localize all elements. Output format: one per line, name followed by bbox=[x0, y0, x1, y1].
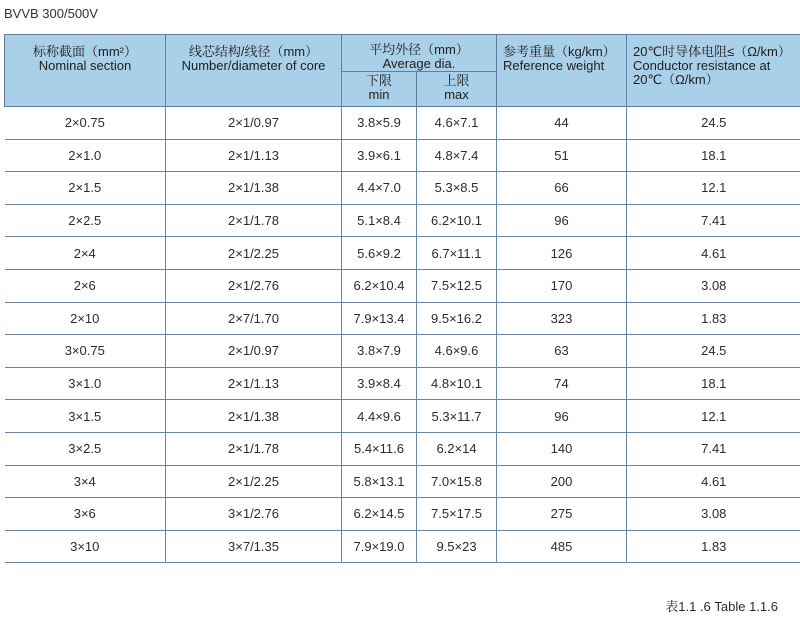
cell-core: 2×1/1.38 bbox=[166, 172, 342, 205]
table-row bbox=[5, 367, 800, 400]
cell-section: 2×6 bbox=[5, 269, 166, 302]
table-row bbox=[5, 302, 800, 335]
cell-core: 2×1/1.38 bbox=[166, 400, 342, 433]
table-row bbox=[5, 172, 800, 205]
table-row bbox=[5, 335, 800, 368]
cell-core: 2×1/1.78 bbox=[166, 204, 342, 237]
header-core-en: Number/diameter of core bbox=[181, 58, 326, 73]
cell-section: 2×4 bbox=[5, 237, 166, 270]
cell-section: 3×1.0 bbox=[5, 367, 166, 400]
header-core bbox=[166, 35, 342, 107]
cell-min: 3.9×6.1 bbox=[342, 139, 417, 172]
cell-min: 3.8×5.9 bbox=[342, 107, 417, 140]
cell-min: 4.4×9.6 bbox=[342, 400, 417, 433]
cell-max: 7.5×17.5 bbox=[417, 498, 497, 531]
cell-weight: 323 bbox=[497, 302, 627, 335]
cell-weight: 51 bbox=[497, 139, 627, 172]
header-resist-zh: 20℃时导体电阻≤（Ω/km） bbox=[633, 44, 791, 59]
table-row bbox=[5, 204, 800, 237]
cell-min: 5.1×8.4 bbox=[342, 204, 417, 237]
table-row bbox=[5, 432, 800, 465]
header-dia-en: Average dia. bbox=[382, 56, 456, 71]
cell-resist: 1.83 bbox=[627, 530, 800, 563]
cell-min: 6.2×10.4 bbox=[342, 269, 417, 302]
cell-min: 7.9×13.4 bbox=[342, 302, 417, 335]
cell-min: 5.6×9.2 bbox=[342, 237, 417, 270]
cell-weight: 140 bbox=[497, 432, 627, 465]
cell-resist: 3.08 bbox=[627, 269, 800, 302]
header-min-zh: 下限 bbox=[365, 73, 392, 88]
header-row-top bbox=[5, 35, 800, 72]
cell-weight: 485 bbox=[497, 530, 627, 563]
cell-max: 4.8×7.4 bbox=[417, 139, 497, 172]
header-resist-en2: 20℃（Ω/km） bbox=[633, 72, 719, 87]
cell-core: 3×1/2.76 bbox=[166, 498, 342, 531]
cell-core: 3×7/1.35 bbox=[166, 530, 342, 563]
cell-section: 3×0.75 bbox=[5, 335, 166, 368]
cell-section: 3×1.5 bbox=[5, 400, 166, 433]
cell-core: 2×1/2.76 bbox=[166, 269, 342, 302]
cell-resist: 18.1 bbox=[627, 367, 800, 400]
cell-resist: 7.41 bbox=[627, 204, 800, 237]
cell-section: 3×2.5 bbox=[5, 432, 166, 465]
cell-section: 3×10 bbox=[5, 530, 166, 563]
cell-resist: 7.41 bbox=[627, 432, 800, 465]
cell-weight: 66 bbox=[497, 172, 627, 205]
cell-section: 3×6 bbox=[5, 498, 166, 531]
cell-core: 2×1/1.78 bbox=[166, 432, 342, 465]
cell-resist: 12.1 bbox=[627, 172, 800, 205]
cell-resist: 24.5 bbox=[627, 107, 800, 140]
cell-max: 7.0×15.8 bbox=[417, 465, 497, 498]
cell-min: 5.4×11.6 bbox=[342, 432, 417, 465]
cell-resist: 3.08 bbox=[627, 498, 800, 531]
header-resistance bbox=[627, 35, 800, 107]
cell-weight: 96 bbox=[497, 400, 627, 433]
cell-weight: 96 bbox=[497, 204, 627, 237]
table-row bbox=[5, 465, 800, 498]
cell-max: 4.6×7.1 bbox=[417, 107, 497, 140]
table-row bbox=[5, 400, 800, 433]
header-section-zh: 标称截面（mm²） bbox=[33, 44, 137, 59]
table-row bbox=[5, 530, 800, 563]
header-max bbox=[417, 72, 497, 107]
cell-section: 2×1.5 bbox=[5, 172, 166, 205]
cell-section: 2×1.0 bbox=[5, 139, 166, 172]
cell-max: 5.3×8.5 bbox=[417, 172, 497, 205]
header-nominal-section bbox=[5, 35, 166, 107]
header-reference-weight bbox=[497, 35, 627, 107]
cell-section: 3×4 bbox=[5, 465, 166, 498]
cell-weight: 275 bbox=[497, 498, 627, 531]
cell-resist: 1.83 bbox=[627, 302, 800, 335]
cell-max: 5.3×11.7 bbox=[417, 400, 497, 433]
table-row bbox=[5, 107, 800, 140]
header-resist-en1: Conductor resistance at bbox=[633, 58, 771, 73]
cell-max: 6.7×11.1 bbox=[417, 237, 497, 270]
table-row bbox=[5, 237, 800, 270]
cell-resist: 18.1 bbox=[627, 139, 800, 172]
cell-max: 6.2×10.1 bbox=[417, 204, 497, 237]
cell-weight: 74 bbox=[497, 367, 627, 400]
table-body bbox=[5, 107, 800, 563]
cell-section: 2×2.5 bbox=[5, 204, 166, 237]
cell-core: 2×1/0.97 bbox=[166, 335, 342, 368]
cell-max: 6.2×14 bbox=[417, 432, 497, 465]
cell-core: 2×1/2.25 bbox=[166, 237, 342, 270]
header-average-dia bbox=[342, 35, 497, 72]
cell-min: 3.8×7.9 bbox=[342, 335, 417, 368]
cell-weight: 63 bbox=[497, 335, 627, 368]
cell-core: 2×1/2.25 bbox=[166, 465, 342, 498]
table-row bbox=[5, 139, 800, 172]
header-min bbox=[342, 72, 417, 107]
cell-weight: 200 bbox=[497, 465, 627, 498]
cell-min: 4.4×7.0 bbox=[342, 172, 417, 205]
document-title: BVVB 300/500V bbox=[4, 6, 98, 21]
header-weight-zh: 参考重量（kg/km） bbox=[503, 44, 616, 59]
cell-max: 7.5×12.5 bbox=[417, 269, 497, 302]
cell-max: 9.5×16.2 bbox=[417, 302, 497, 335]
table-row bbox=[5, 498, 800, 531]
cell-max: 9.5×23 bbox=[417, 530, 497, 563]
cell-min: 6.2×14.5 bbox=[342, 498, 417, 531]
table-caption: 表1.1 .6 Table 1.1.6 bbox=[665, 599, 778, 614]
cell-min: 7.9×19.0 bbox=[342, 530, 417, 563]
cell-weight: 126 bbox=[497, 237, 627, 270]
cell-weight: 44 bbox=[497, 107, 627, 140]
header-max-en: max bbox=[444, 87, 469, 102]
cell-resist: 4.61 bbox=[627, 237, 800, 270]
cell-min: 3.9×8.4 bbox=[342, 367, 417, 400]
header-core-zh: 线芯结构/线径（mm） bbox=[188, 44, 319, 59]
header-dia-zh: 平均外径（mm） bbox=[369, 42, 469, 57]
cell-section: 2×0.75 bbox=[5, 107, 166, 140]
cell-max: 4.6×9.6 bbox=[417, 335, 497, 368]
cell-core: 2×1/1.13 bbox=[166, 367, 342, 400]
cell-weight: 170 bbox=[497, 269, 627, 302]
header-weight-en: Reference weight bbox=[503, 58, 605, 73]
cell-core: 2×1/0.97 bbox=[166, 107, 342, 140]
header-max-zh: 上限 bbox=[443, 73, 470, 88]
cell-resist: 4.61 bbox=[627, 465, 800, 498]
cable-spec-table bbox=[4, 34, 800, 563]
cell-core: 2×7/1.70 bbox=[166, 302, 342, 335]
header-section-en: Nominal section bbox=[38, 58, 132, 73]
cell-resist: 24.5 bbox=[627, 335, 800, 368]
cell-resist: 12.1 bbox=[627, 400, 800, 433]
header-min-en: min bbox=[368, 87, 390, 102]
cell-min: 5.8×13.1 bbox=[342, 465, 417, 498]
cell-max: 4.8×10.1 bbox=[417, 367, 497, 400]
cell-section: 2×10 bbox=[5, 302, 166, 335]
cell-core: 2×1/1.13 bbox=[166, 139, 342, 172]
table-row bbox=[5, 269, 800, 302]
